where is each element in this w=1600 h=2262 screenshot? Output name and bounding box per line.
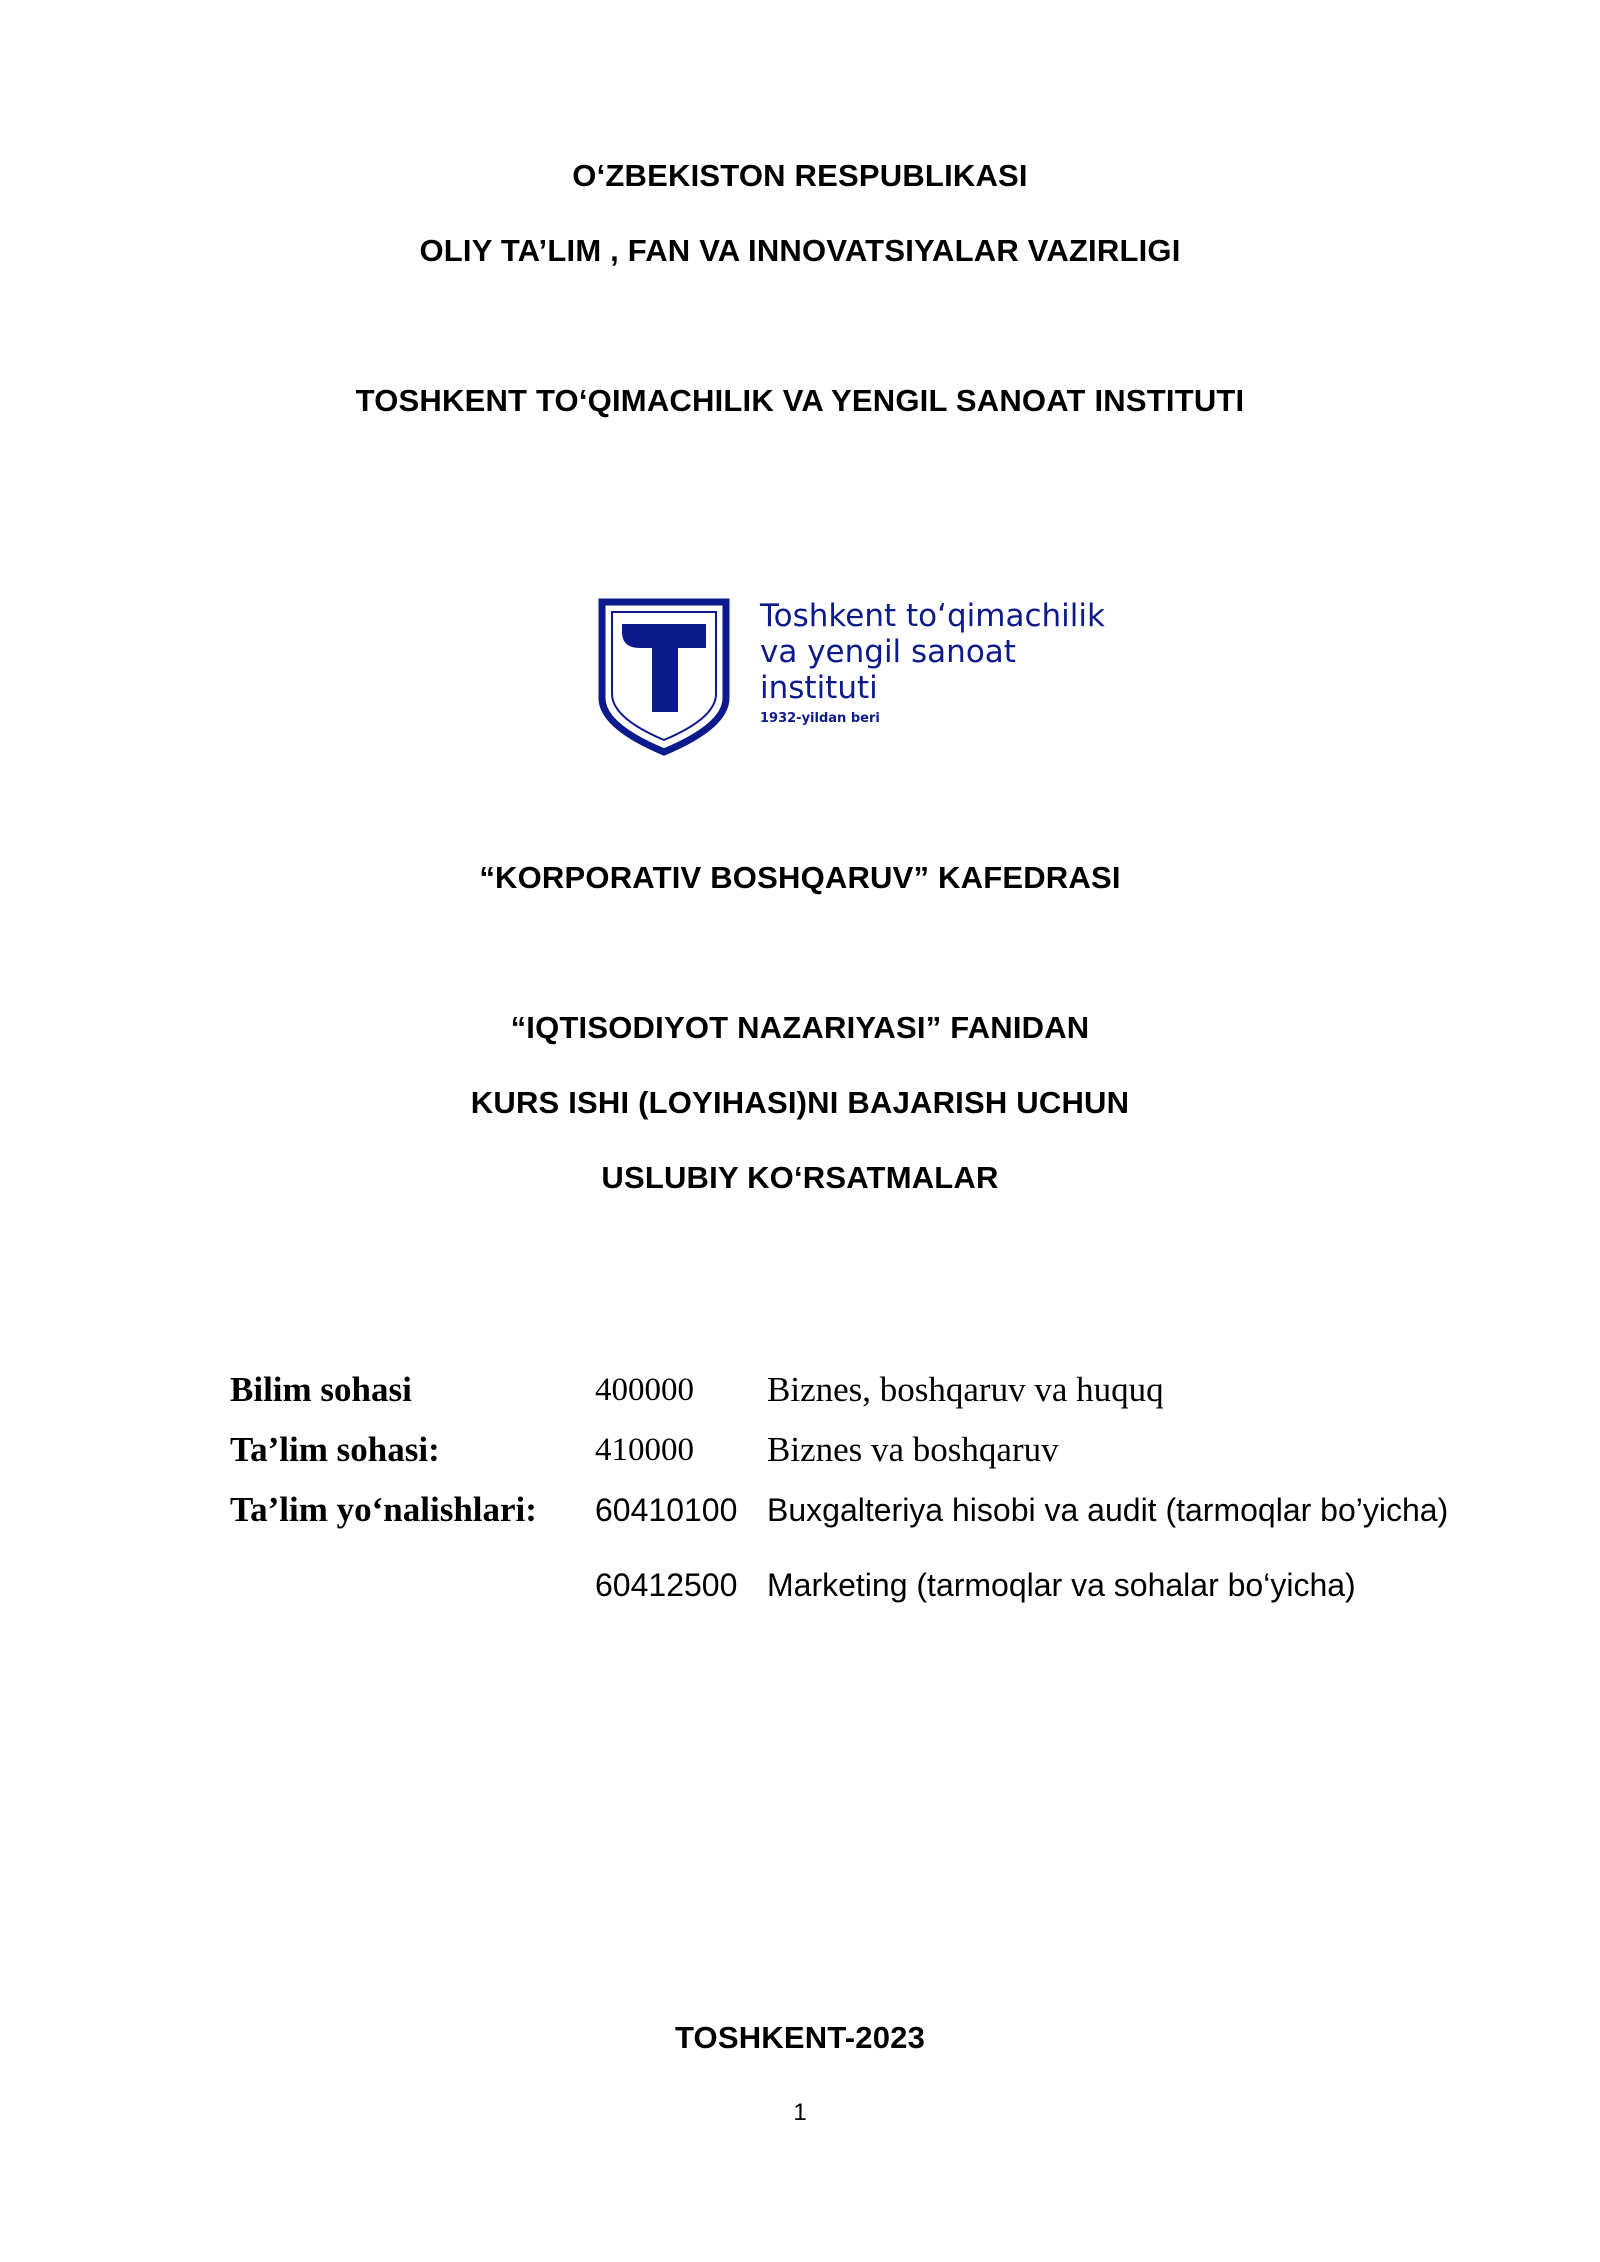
info-value: Biznes, boshqaruv va huquq [767, 1370, 1164, 1409]
info-row [230, 1488, 1530, 1532]
city-year-footer: TOSHKENT-2023 [674, 2020, 926, 2055]
page-number: 1 [793, 2099, 807, 2126]
info-row [230, 1563, 1530, 1607]
info-value: Marketing (tarmoqlar va sohalar bo‘yicha) [767, 1567, 1356, 1603]
shield-t-emblem-icon [598, 598, 730, 756]
info-label: Ta’lim yo‘nalishlari: [230, 1490, 537, 1529]
logo-line-3: instituti [760, 670, 878, 706]
info-code: 400000 [595, 1372, 694, 1408]
info-code: 410000 [595, 1432, 694, 1468]
info-row [230, 1368, 1530, 1412]
logo-line-2: va yengil sanoat [760, 634, 1016, 670]
institute-heading: TOSHKENT TO‘QIMACHILIK VA YENGIL SANOAT INSTITUTI [355, 383, 1245, 418]
institute-logo [598, 598, 1138, 758]
info-label: Ta’lim sohasi: [230, 1430, 440, 1469]
info-code: 60412500 [595, 1567, 738, 1603]
title-line-2: KURS ISHI (LOYIHASI)NI BAJARISH UCHUN [470, 1085, 1130, 1120]
republic-heading: O‘ZBEKISTON RESPUBLIKASI [572, 158, 1028, 193]
logo-wordmark [760, 598, 1140, 728]
title-line-3: USLUBIY KO‘RSATMALAR [601, 1160, 999, 1195]
info-label: Bilim sohasi [230, 1370, 412, 1409]
info-code: 60410100 [595, 1492, 738, 1528]
info-value: Biznes va boshqaruv [767, 1430, 1059, 1469]
title-line-1: “IQTISODIYOT NAZARIYASI” FANIDAN [510, 1010, 1090, 1045]
logo-since: 1932-yildan beri [760, 711, 880, 726]
department-heading: “KORPORATIV BOSHQARUV” KAFEDRASI [479, 860, 1121, 895]
logo-line-1: Toshkent to‘qimachilik [760, 598, 1105, 634]
info-value: Buxgalteriya hisobi va audit (tarmoqlar bo’yicha) [767, 1492, 1449, 1528]
ministry-heading: OLIY TA’LIM , FAN VA INNOVATSIYALAR VAZIRLIGI [419, 233, 1181, 268]
info-row [230, 1428, 1530, 1472]
